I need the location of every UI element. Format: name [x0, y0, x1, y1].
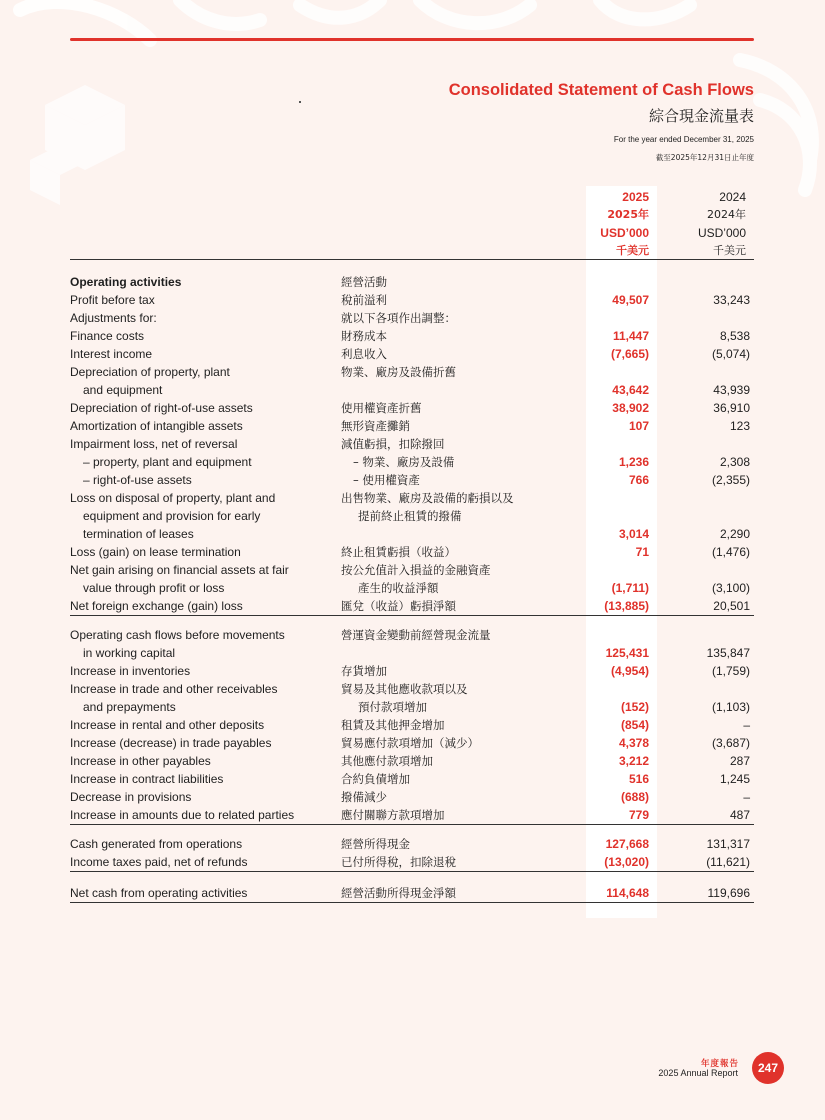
value-current-year: 3,212: [618, 754, 649, 768]
table-row: [70, 716, 754, 734]
row-label-zh: 匯兌（收益）虧損淨額: [341, 599, 456, 613]
value-prior-year: (1,103): [711, 700, 750, 714]
row-label-zh: 經營所得現金: [341, 837, 410, 851]
value-current-year: (152): [620, 700, 649, 714]
row-label-en: and prepayments: [83, 700, 176, 714]
value-current-year: 516: [628, 772, 649, 786]
table-row: [70, 381, 754, 399]
column-year-zh: 2024年: [707, 208, 746, 221]
value-current-year: 766: [628, 473, 649, 487]
value-current-year: (13,885): [604, 599, 649, 613]
value-prior-year: 36,910: [713, 401, 750, 415]
value-prior-year: (3,100): [711, 581, 750, 595]
column-year: 2024: [719, 190, 746, 204]
value-current-year: 107: [628, 419, 649, 433]
row-label-en: Operating cash flows before movements: [70, 628, 285, 642]
value-prior-year: 123: [729, 419, 750, 433]
row-label-en: Loss on disposal of property, plant and: [70, 491, 276, 505]
value-current-year: (13,020): [604, 855, 649, 869]
value-prior-year: (1,476): [711, 545, 750, 559]
page-title-zh: 綜合現金流量表: [648, 107, 754, 125]
table-row: [70, 291, 754, 309]
value-prior-year: (11,621): [706, 855, 750, 869]
row-label-en: Adjustments for:: [70, 311, 157, 325]
row-label-en: termination of leases: [83, 527, 194, 541]
table-row: [70, 626, 754, 644]
row-label-en: Amortization of intangible assets: [70, 419, 243, 433]
row-label-zh: 使用權資產折舊: [341, 401, 422, 415]
row-label-zh: 就以下各項作出調整：: [341, 311, 456, 325]
row-label-zh: 貿易及其他應收款項以及: [341, 682, 468, 696]
value-current-year: 127,668: [605, 837, 649, 851]
value-current-year: 4,378: [618, 736, 649, 750]
period-label-zh: 截至2025年12月31日止年度: [655, 153, 754, 162]
column-year-zh: 2025年: [607, 208, 649, 221]
row-label-en: Operating activities: [70, 275, 182, 289]
cash-flow-table: [70, 273, 754, 902]
row-label-zh: 經營活動所得現金淨額: [341, 886, 456, 900]
title-block: [449, 80, 754, 164]
value-current-year: 779: [628, 808, 649, 822]
row-label-en: Depreciation of right-of-use assets: [70, 401, 253, 415]
row-label-en: Net foreign exchange (gain) loss: [70, 599, 243, 613]
row-label-en: Increase in trade and other receivables: [70, 682, 278, 696]
value-prior-year: 2,290: [719, 527, 750, 541]
value-prior-year: 487: [729, 808, 750, 822]
row-label-en: – property, plant and equipment: [83, 455, 252, 469]
value-prior-year: 43,939: [713, 383, 750, 397]
row-label-zh: 租賃及其他押金增加: [341, 718, 445, 732]
value-current-year: 114,648: [606, 886, 649, 900]
table-row: [70, 309, 754, 327]
stray-dot: [299, 101, 301, 103]
row-label-zh: 貿易應付款項增加（減少）: [341, 736, 479, 750]
table-row: [70, 543, 754, 561]
row-label-en: Decrease in provisions: [70, 790, 192, 804]
row-label-en: Income taxes paid, net of refunds: [70, 855, 248, 869]
row-label-en: Net cash from operating activities: [70, 886, 248, 900]
table-row: [70, 345, 754, 363]
value-prior-year: (2,355): [711, 473, 750, 487]
table-row: [70, 884, 754, 902]
page-number: 247: [752, 1052, 784, 1084]
table-row: [70, 770, 754, 788]
row-label-en: Finance costs: [70, 329, 145, 343]
row-label-en: Impairment loss, net of reversal: [70, 437, 238, 451]
row-label-en: Increase in amounts due to related parties: [70, 808, 295, 822]
table-row: [70, 644, 754, 662]
table-row: [70, 417, 754, 435]
value-prior-year: –: [743, 790, 750, 804]
table-row: [70, 561, 754, 579]
value-current-year: 38,902: [612, 401, 649, 415]
value-prior-year: –: [743, 718, 750, 732]
value-prior-year: 287: [729, 754, 750, 768]
header-rule: [70, 259, 754, 260]
footer-report-zh: 年度報告: [700, 1059, 739, 1069]
row-label-zh: 提前終止租賃的撥備: [358, 509, 462, 523]
table-row: [70, 327, 754, 345]
row-label-zh: 營運資金變動前經營現金流量: [341, 628, 491, 642]
column-header-current: [560, 188, 649, 260]
row-label-zh: 終止租賃虧損（收益）: [341, 545, 456, 559]
column-unit-zh: 千美元: [713, 244, 746, 257]
value-current-year: 1,236: [618, 455, 649, 469]
column-header-prior: [660, 188, 746, 260]
row-label-zh: 利息收入: [341, 347, 387, 361]
table-row: [70, 399, 754, 417]
row-label-en: Increase in rental and other deposits: [70, 718, 265, 732]
value-current-year: (7,665): [610, 347, 649, 361]
value-current-year: 11,447: [612, 329, 649, 343]
value-current-year: (688): [620, 790, 649, 804]
column-unit-zh: 千美元: [616, 244, 649, 257]
row-label-zh: 撥備減少: [341, 790, 387, 804]
row-label-en: Increase in other payables: [70, 754, 211, 768]
row-label-zh: 預付款項增加: [358, 700, 427, 714]
value-prior-year: 2,308: [719, 455, 750, 469]
table-row: [70, 788, 754, 806]
value-prior-year: (1,759): [711, 664, 750, 678]
row-label-en: – right-of-use assets: [83, 473, 192, 487]
row-label-en: and equipment: [83, 383, 163, 397]
row-label-zh: – 物業、廠房及設備: [353, 455, 455, 469]
row-label-zh: 存貨增加: [341, 664, 387, 678]
column-year: 2025: [622, 190, 649, 204]
row-label-zh: 應付關聯方款項增加: [341, 808, 445, 822]
value-prior-year: 119,696: [707, 886, 750, 900]
value-prior-year: (5,074): [711, 347, 750, 361]
table-row: [70, 752, 754, 770]
row-label-en: equipment and provision for early: [83, 509, 261, 523]
footer-report-en: 2025 Annual Report: [658, 1068, 738, 1078]
table-row: [70, 662, 754, 680]
value-prior-year: 135,847: [706, 646, 750, 660]
row-label-zh: 出售物業、廠房及設備的虧損以及: [341, 491, 514, 505]
table-row: [70, 853, 754, 871]
table-row: [70, 579, 754, 597]
value-prior-year: 8,538: [719, 329, 750, 343]
value-current-year: 71: [635, 545, 649, 559]
table-row: [70, 435, 754, 453]
value-current-year: (854): [620, 718, 649, 732]
row-label-zh: 物業、廠房及設備折舊: [341, 365, 456, 379]
value-prior-year: 131,317: [706, 837, 750, 851]
row-label-zh: 產生的收益淨額: [358, 581, 439, 595]
period-label: For the year ended December 31, 2025: [613, 135, 754, 144]
column-unit: USD’000: [600, 226, 649, 240]
row-label-zh: 無形資產攤銷: [341, 419, 410, 433]
row-label-en: Cash generated from operations: [70, 837, 243, 851]
row-label-en: Depreciation of property, plant: [70, 365, 230, 379]
row-label-en: Net gain arising on financial assets at fair: [70, 563, 289, 577]
row-label-en: Increase in contract liabilities: [70, 772, 224, 786]
row-label-en: Profit before tax: [70, 293, 155, 307]
value-prior-year: 20,501: [713, 599, 750, 613]
page-title: Consolidated Statement of Cash Flows: [448, 81, 754, 99]
value-current-year: 43,642: [612, 383, 649, 397]
table-row: [70, 680, 754, 698]
row-label-zh: 其他應付款項增加: [341, 754, 433, 768]
table-row: [70, 489, 754, 507]
table-row: [70, 698, 754, 716]
table-row: [70, 363, 754, 381]
top-rule: [70, 38, 754, 41]
value-current-year: (1,711): [611, 581, 649, 595]
row-label-zh: 財務成本: [341, 329, 387, 343]
row-label-en: Increase in inventories: [70, 664, 191, 678]
row-label-en: Loss (gain) on lease termination: [70, 545, 241, 559]
table-row: [70, 806, 754, 824]
table-row: [70, 507, 754, 525]
row-label-zh: 合約負債增加: [341, 772, 410, 786]
row-label-en: in working capital: [83, 646, 176, 660]
value-current-year: 49,507: [612, 293, 649, 307]
row-label-zh: 已付所得稅，扣除退稅: [341, 855, 456, 869]
value-current-year: 125,431: [605, 646, 649, 660]
table-row: [70, 453, 754, 471]
table-row: [70, 525, 754, 543]
row-label-zh: – 使用權資產: [353, 473, 420, 487]
table-row: [70, 597, 754, 615]
column-unit: USD’000: [697, 226, 746, 240]
value-current-year: 3,014: [618, 527, 649, 541]
row-label-en: Increase (decrease) in trade payables: [70, 736, 272, 750]
row-label-zh: 按公允值計入損益的金融資產: [341, 563, 491, 577]
value-prior-year: 1,245: [719, 772, 750, 786]
value-prior-year: 33,243: [713, 293, 750, 307]
table-row: [70, 835, 754, 853]
row-label-zh: 稅前溢利: [341, 293, 387, 307]
row-label-zh: 減值虧損，扣除撥回: [341, 437, 445, 451]
row-label-zh: 經營活動: [341, 275, 387, 289]
row-label-en: Interest income: [70, 347, 153, 361]
value-current-year: (4,954): [610, 664, 649, 678]
value-prior-year: (3,687): [711, 736, 750, 750]
row-label-en: value through profit or loss: [83, 581, 225, 595]
table-row: [70, 471, 754, 489]
table-row: [70, 734, 754, 752]
table-row: [70, 273, 754, 291]
